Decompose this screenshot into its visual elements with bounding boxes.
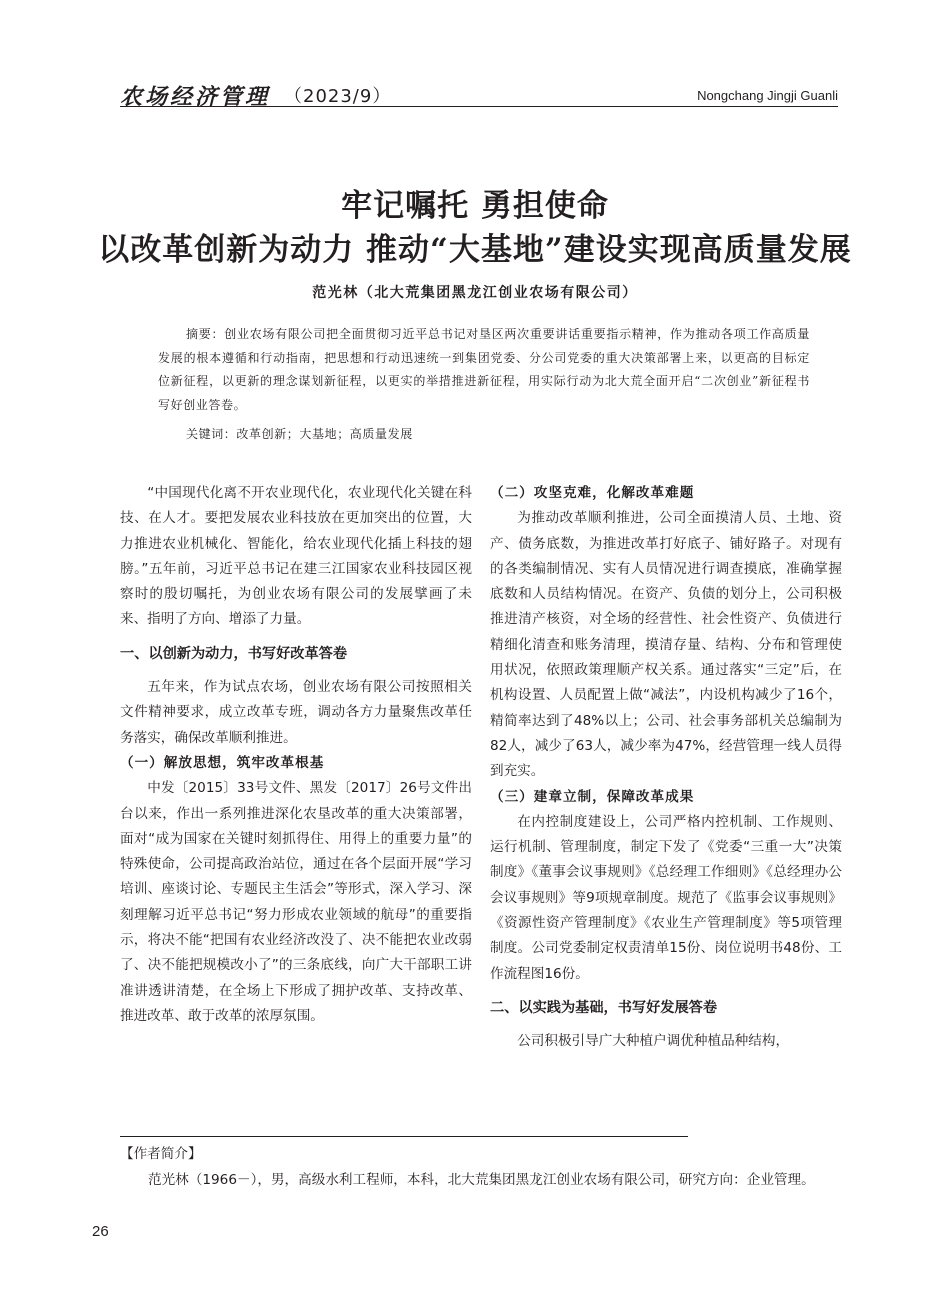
page-number: 26: [92, 1223, 109, 1240]
journal-pinyin: Nongchang Jingji Guanli: [697, 88, 838, 103]
subsection-heading: （一）解放思想，筑牢改革根基: [120, 754, 325, 771]
subsection-heading: （三）建章立制，保障改革成果: [490, 788, 695, 805]
paragraph: 为推动改革顺利推进，公司全面摸清人员、土地、资产、债务底数，为推进改革打好底子、铺好路子。对现有的各类编制情况、实有人员情况进行调查摸底，准确掌握底数和人员结构情况。在资产、负债的划分上，公司积极推进清产核资，对全场的经营性、社会性资产、负债进行精细化清查和账务清理，摸清存量、结构、分布和管理使用状况，依照政策理顺产权关系。通过落实“三定”后，在机构设置、人员配置上做“减法”，内设机构减少了16个，精简率达到了48%以上；公司、社会事务部机关总编制为82人，减少了63人，减少率为47%，经营管理一线人员得到充实。: [490, 510, 842, 780]
header-divider: [120, 106, 838, 107]
running-header: [120, 80, 838, 110]
section-heading: 二、以实践为基础，书写好发展答卷: [490, 999, 718, 1016]
paragraph: 五年来，作为试点农场，创业农场有限公司按照相关文件精神要求，成立改革专班，调动各方力量聚焦改革任务落实，确保改革顺利推进。: [120, 679, 472, 746]
keywords: [186, 425, 413, 442]
article-title-line2: 以改革创新为动力 推动“大基地”建设实现高质量发展: [98, 232, 852, 268]
article-title-line1: 牢记嘱托 勇担使命: [341, 188, 609, 224]
body-column-right: [490, 481, 842, 1055]
footnote-label: 【作者简介】: [120, 1146, 202, 1162]
subsection-heading: （二）攻坚克难，化解改革难题: [490, 485, 695, 501]
journal-issue: （2023/9）: [284, 86, 392, 107]
paragraph: 公司积极引导广大种植户调优种植品种结构，: [517, 1033, 790, 1050]
section-heading: 一、以创新为动力，书写好改革答卷: [120, 645, 348, 662]
body-column-left: [120, 481, 472, 1029]
keywords-text: 改革创新；大基地；高质量发展: [236, 427, 413, 441]
footnote-divider: [120, 1136, 688, 1137]
journal-name: 农场经济管理: [120, 84, 271, 110]
paragraph: 中发〔2015〕33号文件、黑发〔2017〕26号文件出台以来，作出一系列推进深化农垦改革的重大决策部署，面对“成为国家在关键时刻抓得住、用得上的重要力量”的特殊使命，公司提高政治站位，通过在各个层面开展“学习培训、座谈讨论、专题民主生活会”等形式，深入学习、深刻理解习近平总书记“努力形成农业领域的航母”的重要指示，将决不能“把国有农业经济改没了、决不能把农业改弱了、决不能把规模改小了”的三条底线，向广大干部职工讲准讲透讲清楚，在全场上下形成了拥护改革、支持改革、推进改革、敢于改革的浓厚氛围。: [120, 780, 472, 1024]
abstract: [158, 323, 810, 417]
paragraph: “中国现代化离不开农业现代化，农业现代化关键在科技、在人才。要把发展农业科技放在更加突出的位置，大力推进农业机械化、智能化，给农业现代化插上科技的翅膀。”五年前，习近平总书记在建三江国家农业科技园区视察时的殷切嘱托，为创业农场有限公司的发展擘画了未来、指明了方向、增添了力量。: [120, 485, 472, 628]
keywords-label: 关键词：: [186, 427, 237, 441]
footnote-text: 范光林（1966－），男，高级水利工程师，本科，北大荒集团黑龙江创业农场有限公司，研究方向：企业管理。: [148, 1172, 815, 1188]
abstract-label: 摘要：: [186, 327, 225, 341]
article-author: 范光林（北大荒集团黑龙江创业农场有限公司）: [312, 285, 638, 301]
abstract-text: 创业农场有限公司把全面贯彻习近平总书记对垦区两次重要讲话重要指示精神，作为推动各项工作高质量发展的根本遵循和行动指南，把思想和行动迅速统一到集团党委、分公司党委的重大决策部署上来，以更高的目标定位新征程，以更新的理念谋划新征程，以更实的举措推进新征程，用实际行动为北大荒全面开启“二次创业”新征程书写好创业答卷。: [158, 327, 810, 412]
paragraph: 在内控制度建设上，公司严格内控机制、工作规则、运行机制、管理制度，制定下发了《党委“三重一大”决策制度》《董事会议事规则》《总经理工作细则》《总经理办公会议事规则》等9项规章制度。规范了《监事会议事规则》《资源性资产管理制度》《农业生产管理制度》等5项管理制度。公司党委制定权责清单15份、岗位说明书48份、工作流程图16份。: [490, 813, 842, 982]
